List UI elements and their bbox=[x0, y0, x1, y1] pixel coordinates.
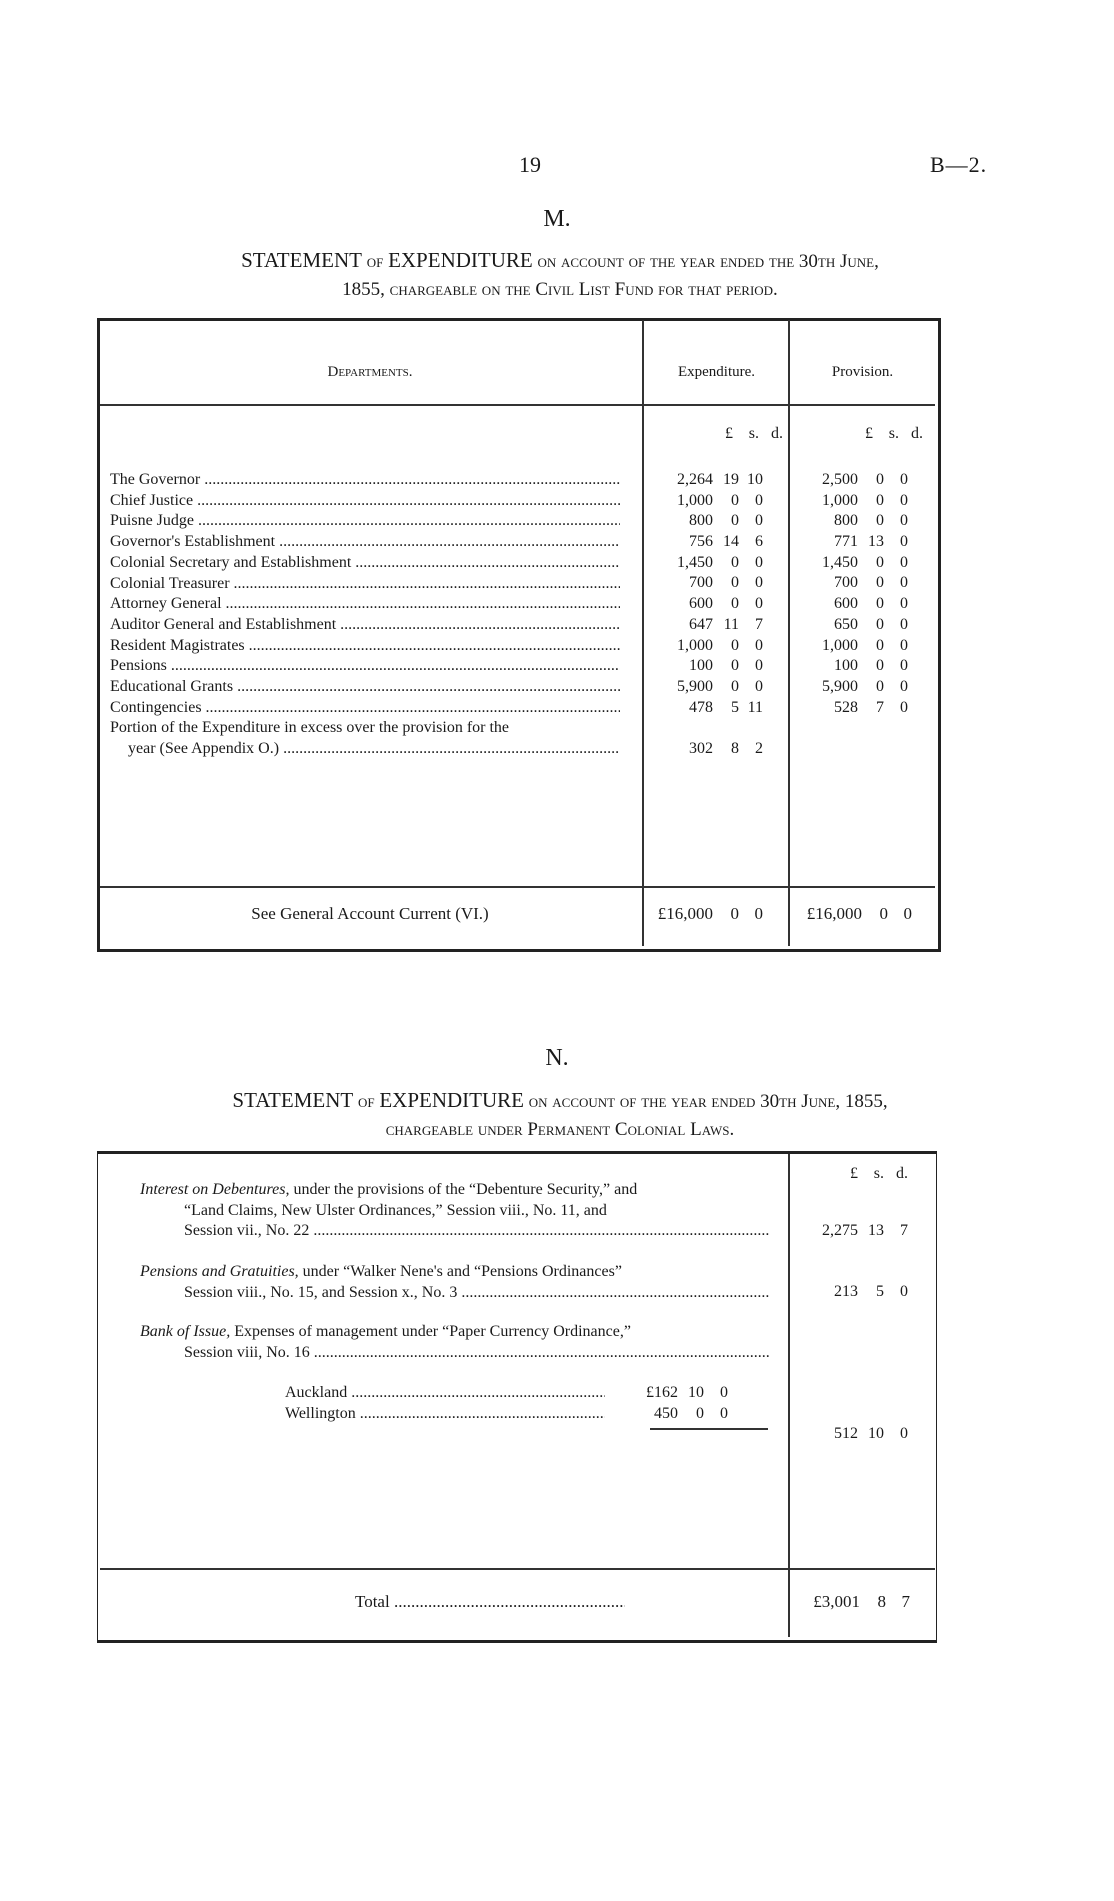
expenditure-column: 2,264 19 10 1,000 0 0 800 0 0 756 14 6 1,450 0 0 700 0 0 600 0 0 647 11 7 1,000 0 0 100 0 0 5,900 0 0 478 5 11 302 8 2 bbox=[677, 471, 763, 757]
page-number: 19 bbox=[519, 152, 541, 177]
excess-line-1: Portion of the Expenditure in excess over the provision for the bbox=[110, 719, 510, 737]
bank-amount: 512 10 0 bbox=[834, 1425, 908, 1442]
document-reference: B—2. bbox=[930, 152, 988, 177]
department-row: Governor's Establishment ..... bbox=[110, 532, 620, 553]
divider bbox=[100, 1568, 935, 1570]
department-row: Colonial Treasurer ..... bbox=[110, 574, 620, 595]
bank-branches: Auckland ..... Wellington ..... bbox=[285, 1383, 605, 1424]
bank-branch-amounts: £162 10 0 450 0 0 bbox=[646, 1384, 728, 1422]
pensions-amount: 213 5 0 bbox=[834, 1283, 908, 1300]
prov-units: £ s. d. bbox=[865, 425, 923, 442]
provision-column: 2,500 0 0 1,000 0 0 800 0 0 771 13 0 1,450 0 0 700 0 0 600 0 0 650 0 0 1,000 0 0 100 0 0 5,900 0 0 528 7 0 bbox=[822, 471, 908, 716]
total-expenditure: £16,000 0 0 bbox=[657, 904, 763, 923]
section-n-letter: N. bbox=[545, 1045, 569, 1071]
total-amount-n: £3,001 8 7 bbox=[813, 1592, 910, 1611]
total-label-n: Total ..... bbox=[355, 1592, 625, 1613]
interest-amount: 2,275 13 7 bbox=[822, 1222, 908, 1239]
department-row: Contingencies ..... bbox=[110, 698, 620, 719]
divider bbox=[100, 886, 935, 888]
n-units: £ s. d. bbox=[850, 1165, 908, 1182]
department-row: Puisne Judge ..... bbox=[110, 511, 620, 532]
divider bbox=[642, 320, 644, 946]
section-m-letter: M. bbox=[543, 206, 571, 232]
exp-units: £ s. d. bbox=[725, 425, 783, 442]
excess-line-2: year (See Appendix O.) ..... bbox=[110, 739, 620, 760]
department-row: Pensions ..... bbox=[110, 656, 620, 677]
section-m-title: STATEMENT of EXPENDITURE on account of the year ended the 30th June, 1855, chargeable on the Civil List Fund for that period. bbox=[241, 248, 879, 300]
divider bbox=[788, 1154, 790, 1637]
total-provision: £16,000 0 0 bbox=[806, 904, 912, 923]
subtotal-rule bbox=[650, 1428, 768, 1430]
department-list bbox=[110, 470, 620, 760]
divider bbox=[788, 320, 790, 946]
total-label-m: See General Account Current (VI.) bbox=[251, 904, 489, 923]
department-row: Colonial Secretary and Establishment ..... bbox=[110, 553, 620, 574]
department-row: Auditor General and Establishment ..... bbox=[110, 615, 620, 636]
department-row: Chief Justice ..... bbox=[110, 491, 620, 512]
col-provision: Provision. bbox=[831, 364, 894, 380]
department-row: Attorney General ..... bbox=[110, 594, 620, 615]
interest-entry: Interest on Debentures, under the provisions of the “Debenture Security,” and “Land Claims, New Ulster Ordinances,” Session viii., No. 11, and Session vii., No. 22 ..... bbox=[140, 1180, 770, 1242]
col-departments: Departments. bbox=[327, 364, 413, 380]
pensions-entry: Pensions and Gratuities, under “Walker Nene's and “Pensions Ordinances” Session viii., No. 15, and Session x., No. 3 ..... bbox=[140, 1262, 770, 1303]
department-row: The Governor ..... bbox=[110, 470, 620, 491]
section-n-title: STATEMENT of EXPENDITURE on account of the year ended 30th June, 1855, chargeable under Permanent Colonial Laws. bbox=[232, 1088, 888, 1140]
department-row: Resident Magistrates ..... bbox=[110, 636, 620, 657]
divider bbox=[100, 404, 935, 406]
department-row: Educational Grants ..... bbox=[110, 677, 620, 698]
col-expenditure: Expenditure. bbox=[677, 364, 756, 380]
bank-entry: Bank of Issue, Expenses of management under “Paper Currency Ordinance,” Session viii, No. 16 ..... bbox=[140, 1322, 770, 1363]
